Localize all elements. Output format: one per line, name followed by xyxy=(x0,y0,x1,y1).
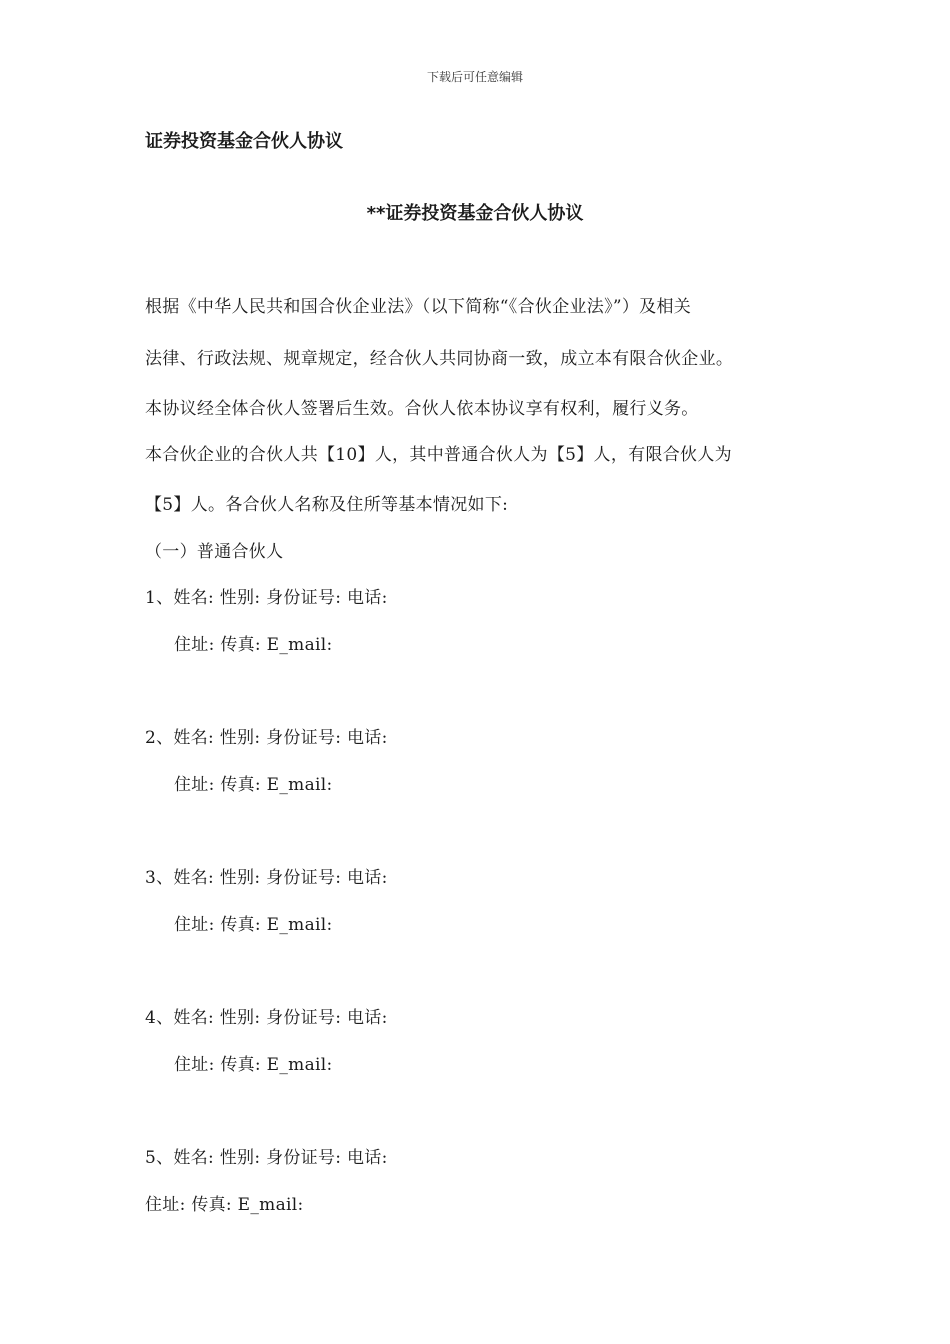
partner-4-line-1: 4、姓名: 性别: 身份证号: 电话: xyxy=(145,1008,388,1028)
document-title: 证券投资基金合伙人协议 xyxy=(145,131,343,152)
paragraph-3-line-2: 【5】人。各合伙人名称及住所等基本情况如下: xyxy=(145,495,509,515)
partner-5-line-1: 5、姓名: 性别: 身份证号: 电话: xyxy=(145,1148,388,1168)
section-heading-general-partners: （一）普通合伙人 xyxy=(145,542,284,562)
partner-1-line-2: 住址: 传真: E_mail: xyxy=(174,635,333,655)
paragraph-1-line-1: 根据《中华人民共和国合伙企业法》（以下简称“《合伙企业法》”）及相关 xyxy=(145,297,692,317)
partner-1-line-1: 1、姓名: 性别: 身份证号: 电话: xyxy=(145,588,388,608)
paragraph-3-line-1: 本合伙企业的合伙人共【10】人，其中普通合伙人为【5】人，有限合伙人为 xyxy=(145,445,732,465)
partner-3-line-2: 住址: 传真: E_mail: xyxy=(174,915,333,935)
partner-2-line-2: 住址: 传真: E_mail: xyxy=(174,775,333,795)
partner-2-line-1: 2、姓名: 性别: 身份证号: 电话: xyxy=(145,728,388,748)
page-header-note: 下载后可任意编辑 xyxy=(426,70,523,84)
partner-5-line-2: 住址: 传真: E_mail: xyxy=(145,1195,304,1215)
paragraph-2: 本协议经全体合伙人签署后生效。合伙人依本协议享有权利，履行义务。 xyxy=(145,399,699,419)
document-heading: **证券投资基金合伙人协议 xyxy=(366,203,584,224)
partner-4-line-2: 住址: 传真: E_mail: xyxy=(174,1055,333,1075)
paragraph-1-line-2: 法律、行政法规、规章规定，经合伙人共同协商一致，成立本有限合伙企业。 xyxy=(145,349,734,369)
partner-3-line-1: 3、姓名: 性别: 身份证号: 电话: xyxy=(145,868,388,888)
